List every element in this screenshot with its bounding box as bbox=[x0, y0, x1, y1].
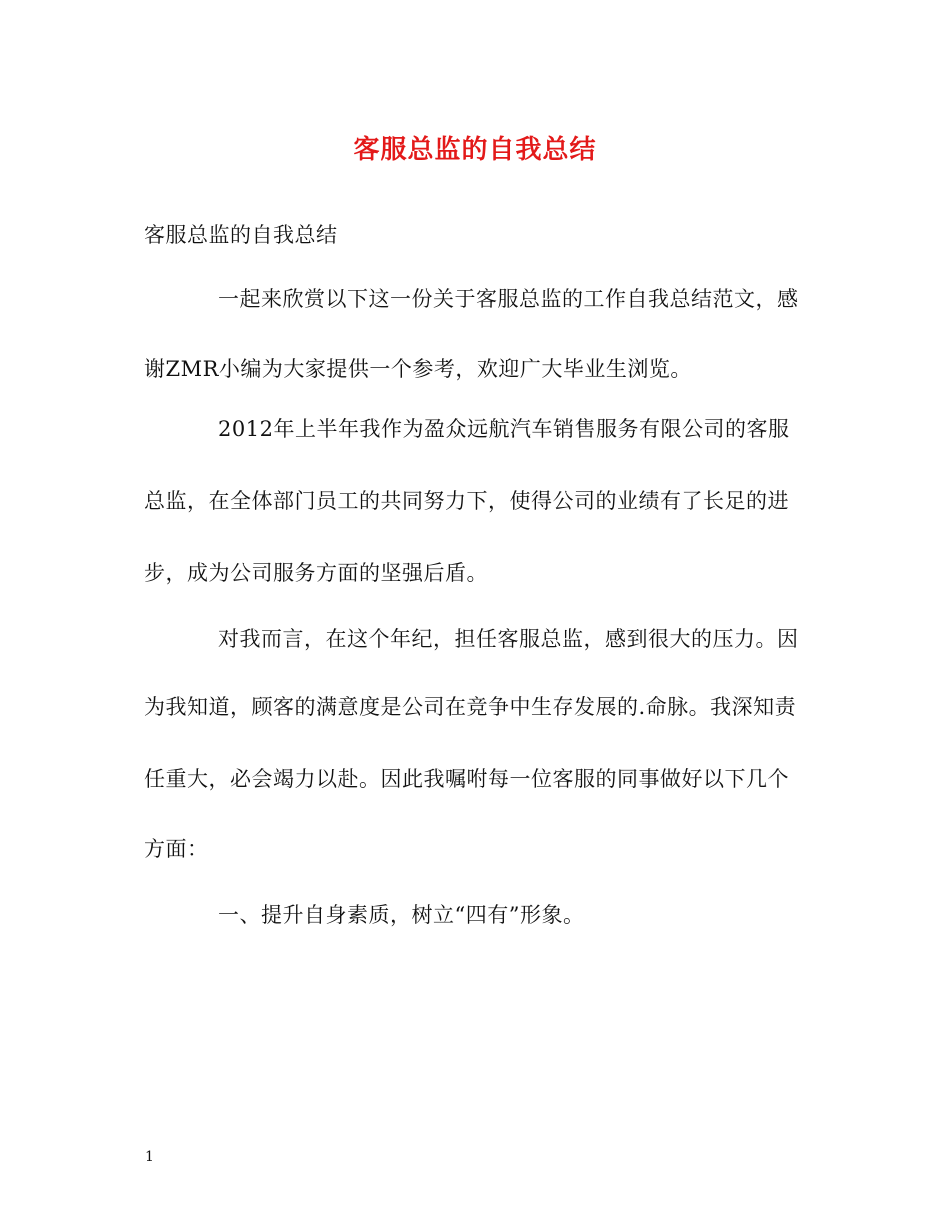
body-line: 为我知道，顾客的满意度是公司在竞争中生存发展的.命脉。我深知责 bbox=[144, 695, 797, 719]
body-line: 一、提升自身素质，树立“四有”形象。 bbox=[218, 903, 585, 927]
body-line: 总监，在全体部门员工的共同努力下，使得公司的业绩有了长足的进 bbox=[144, 489, 789, 513]
body-line: 任重大，必会竭力以赴。因此我嘱咐每一位客服的同事做好以下几个 bbox=[144, 767, 789, 791]
body-line: 步，成为公司服务方面的坚强后盾。 bbox=[144, 561, 488, 585]
subtitle-line: 客服总监的自我总结 bbox=[144, 223, 338, 247]
body-line: 一起来欣赏以下这一份关于客服总监的工作自我总结范文，感 bbox=[218, 287, 799, 311]
body-line: 对我而言，在这个年纪，担任客服总监，感到很大的压力。因 bbox=[218, 627, 799, 651]
document-title: 客服总监的自我总结 bbox=[353, 135, 597, 165]
page-number: 1 bbox=[145, 1149, 154, 1165]
body-line: 方面： bbox=[144, 837, 209, 861]
body-line: 2012年上半年我作为盈众远航汽车销售服务有限公司的客服 bbox=[218, 417, 790, 441]
body-line: 谢ZMR小编为大家提供一个参考，欢迎广大毕业生浏览。 bbox=[144, 357, 692, 381]
